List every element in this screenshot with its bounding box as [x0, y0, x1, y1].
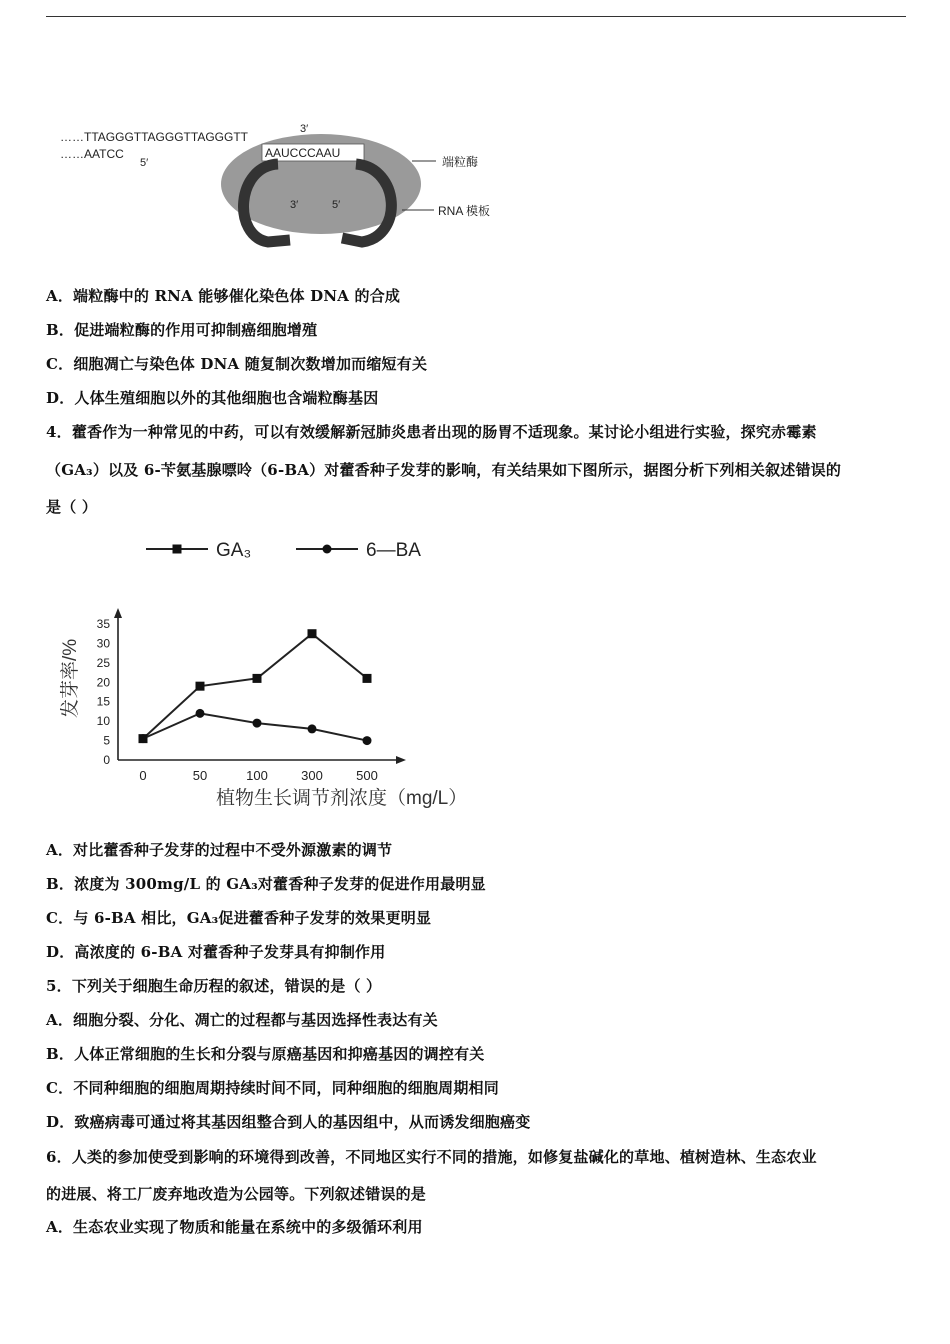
y-tick-label: 5	[103, 733, 110, 748]
q4-stem-line2: （GA₃）以及 6-苄氨基腺嘌呤（6-BA）对藿香种子发芽的影响，有关结果如下图所示，据图分析下列相关叙述错误的	[46, 461, 842, 479]
y-tick-label: 20	[96, 675, 110, 690]
legend-marker-circle	[323, 545, 332, 554]
dna-bottom-5prime: 5′	[140, 157, 149, 169]
chart-plot-area	[139, 629, 372, 745]
q5-stem: 5．下列关于细胞生命历程的叙述，错误的是（ ）	[46, 977, 382, 995]
q4-stem-line1: 4．藿香作为一种常见的中药，可以有效缓解新冠肺炎患者出现的肠胃不适现象。某讨论小组进行实验，探究赤霉素	[46, 423, 817, 441]
q5-option-d: D．致癌病毒可通过将其基因组整合到人的基因组中，从而诱发细胞癌变	[46, 1113, 531, 1131]
q5-option-a: A．细胞分裂、分化、凋亡的过程都与基因选择性表达有关	[46, 1011, 438, 1029]
dna-top-3prime: 3′	[300, 123, 309, 135]
x-axis-arrow	[396, 756, 406, 764]
germination-line-chart	[50, 530, 520, 820]
q5-option-b: B．人体正常细胞的生长和分裂与原癌基因和抑癌基因的调控有关	[46, 1045, 485, 1063]
x-tick-label: 100	[246, 768, 268, 783]
rna-template-label: RNA 模板	[438, 204, 491, 218]
data-point-ga3	[308, 629, 317, 638]
legend-marker-square	[173, 545, 182, 554]
q6-option-a: A．生态农业实现了物质和能量在系统中的多级循环利用	[46, 1218, 423, 1236]
data-point-6ba	[308, 724, 317, 733]
data-point-ga3	[253, 674, 262, 683]
q4-option-d: D．高浓度的 6-BA 对藿香种子发芽具有抑制作用	[46, 943, 386, 961]
q4-option-b: B．浓度为 300mg/L 的 GA₃对藿香种子发芽的促进作用最明显	[46, 875, 486, 893]
y-axis-arrow	[114, 608, 122, 618]
page-header-rule	[46, 16, 906, 17]
y-tick-label: 0	[103, 753, 110, 767]
x-tick-label: 500	[356, 768, 378, 783]
data-point-6ba	[196, 709, 205, 718]
q4-option-c: C．与 6-BA 相比，GA₃促进藿香种子发芽的效果更明显	[46, 909, 432, 927]
rna-3prime-label: 3′	[290, 199, 299, 211]
q4-stem-line3: 是（ ）	[46, 498, 98, 516]
x-tick-label: 0	[139, 768, 147, 783]
q3-option-a: A．端粒酶中的 RNA 能够催化染色体 DNA 的合成	[46, 287, 401, 305]
y-axis-title: 发芽率/%	[60, 638, 81, 718]
y-tick-label: 25	[96, 655, 110, 670]
dna-top-strand: ……TTAGGGTTAGGGTTAGGGTT	[60, 130, 248, 144]
legend-label-2: 6—BA	[366, 540, 421, 561]
y-tick-label: 30	[96, 636, 110, 651]
legend-label-1: GA₃	[216, 540, 252, 561]
q6-stem-line2: 的进展、将工厂废弃地改造为公园等。下列叙述错误的是	[46, 1185, 427, 1203]
data-point-ga3	[196, 682, 205, 691]
x-tick-label: 300	[301, 768, 323, 783]
data-point-6ba	[363, 736, 372, 745]
y-tick-label: 35	[96, 617, 110, 631]
chart-axes	[59, 608, 467, 809]
q6-stem-line1: 6．人类的参加使受到影响的环境得到改善，不同地区实行不同的措施，如修复盐碱化的草地、植树造林、生态农业	[46, 1148, 817, 1166]
rna-template-sequence: AAUCCCAAU	[265, 146, 341, 160]
q3-option-b: B．促进端粒酶的作用可抑制癌细胞增殖	[46, 321, 318, 339]
y-tick-label: 10	[96, 714, 110, 729]
q4-option-a: A．对比藿香种子发芽的过程中不受外源激素的调节	[46, 841, 393, 859]
chart-legend	[146, 540, 421, 561]
x-axis-title: 植物生长调节剂浓度（mg/L）	[216, 788, 468, 809]
q3-option-c: C．细胞凋亡与染色体 DNA 随复制次数增加而缩短有关	[46, 355, 428, 373]
q5-option-c: C．不同种细胞的细胞周期持续时间不同，同种细胞的细胞周期相同	[46, 1079, 499, 1097]
q3-option-d: D．人体生殖细胞以外的其他细胞也含端粒酶基因	[46, 389, 379, 407]
data-point-6ba	[139, 734, 148, 743]
rna-5prime-label: 5′	[332, 199, 341, 211]
x-tick-label: 50	[192, 768, 208, 783]
y-tick-label: 15	[96, 694, 110, 709]
data-point-ga3	[363, 674, 372, 683]
dna-bottom-strand: ……AATCC	[60, 147, 124, 161]
telomerase-label: 端粒酶	[442, 155, 479, 169]
data-point-6ba	[253, 719, 262, 728]
telomerase-diagram	[56, 118, 526, 258]
